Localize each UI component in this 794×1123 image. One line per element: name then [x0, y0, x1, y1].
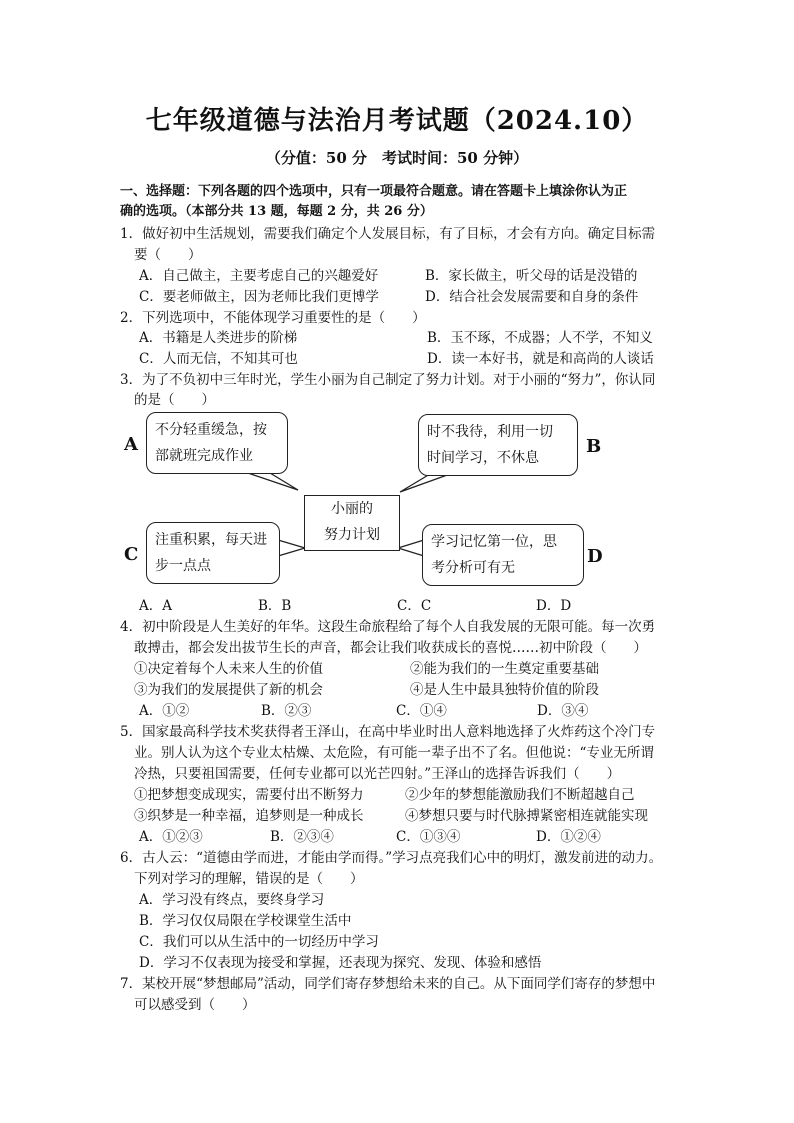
q5-stem-line1: 5．国家最高科学技术奖获得者王泽山，在高中毕业时出人意料地选择了火炸药这个冷门专: [120, 724, 656, 740]
label-b: B: [586, 436, 602, 457]
q5-option-d: D．①②④: [536, 829, 601, 845]
center-box-line1: 小丽的: [331, 501, 373, 517]
q4-stem-line2: 敢搏击，都会发出拔节生长的声音，都会让我们收获成长的喜悦……初中阶段（ ）: [134, 640, 647, 656]
q1-stem-line1: 1．做好初中生活规划，需要我们确定个人发展目标，有了目标，才会有方向。确定目标需: [120, 226, 656, 242]
q7-stem-line2: 可以感受到（ ）: [134, 997, 256, 1013]
center-box-line2: 努力计划: [324, 527, 380, 543]
bubble-a-tail: [248, 473, 298, 490]
q4-statement-2: ②能为我们的一生奠定重要基础: [410, 661, 599, 677]
center-box: [304, 495, 400, 551]
label-a: A: [124, 434, 138, 455]
q1-stem-line2: 要（ ）: [134, 247, 202, 263]
label-d: D: [587, 546, 603, 567]
q4-option-a: A．①②: [139, 703, 190, 719]
q6-option-b: B．学习仅仅局限在学校课堂生活中: [139, 913, 352, 929]
bubble-a-line2: 部就班完成作业: [155, 448, 253, 464]
q4-option-d: D．③④: [537, 703, 589, 719]
q1-option-b: B．家长做主，听父母的话是没错的: [425, 268, 638, 284]
q2-stem-line1: 2．下列选项中，不能体现学习重要性的是（ ）: [120, 310, 426, 326]
q3-option-d: D．D: [536, 598, 572, 614]
q6-option-c: C．我们可以从生活中的一切经历中学习: [139, 934, 379, 950]
q5-option-b: B．②③④: [270, 829, 334, 845]
q5-option-a: A．①②③: [139, 829, 203, 845]
q3-option-c: C．C: [397, 598, 432, 614]
q5-stem-line3: 冷热，只要祖国需要，任何专业都可以光芒四射。”王泽山的选择告诉我们（ ）: [134, 766, 621, 782]
section-intro-line1: 一、选择题：下列各题的四个选项中，只有一项最符合题意。请在答题卡上填涂你认为正: [120, 184, 628, 199]
q5-statement-3: ③织梦是一种幸福，追梦则是一种成长: [134, 808, 364, 824]
bubble-c-tail: [278, 540, 305, 556]
q3-option-b: B．B: [258, 598, 292, 614]
q6-option-a: A．学习没有终点，要终身学习: [139, 892, 325, 908]
bubble-a-line1: 不分轻重缓急，按: [155, 422, 267, 438]
q1-option-c: C．要老师做主，因为老师比我们更博学: [139, 289, 379, 305]
q5-option-c: C．①③④: [396, 829, 461, 845]
bubble-d-tail: [398, 540, 424, 556]
q7-stem-line1: 7．某校开展“梦想邮局”活动，同学们寄存梦想给未来的自己。从下面同学们寄存的梦想中: [120, 976, 656, 992]
q5-statement-4: ④梦想只要与时代脉搏紧密相连就能实现: [405, 808, 648, 824]
q2-option-a: A．书籍是人类进步的阶梯: [139, 330, 298, 346]
q4-statement-4: ④是人生中最具独特价值的阶段: [410, 682, 599, 698]
q2-option-b: B．玉不琢，不成器；人不学，不知义: [427, 330, 653, 346]
bubble-d: [422, 524, 584, 586]
q4-statement-3: ③为我们的发展提供了新的机会: [134, 682, 323, 698]
bubble-b: [418, 414, 578, 476]
q6-option-d: D．学习不仅表现为接受和掌握，还表现为探究、发现、体验和感悟: [139, 955, 542, 971]
q5-stem-line2: 业。别人认为这个专业太枯燥、太危险，有可能一辈子出不了名。但他说：“专业无所谓: [134, 745, 654, 761]
q6-stem-line1: 6．古人云：“道德由学而进，才能由学而得。”学习点亮我们心中的明灯，激发前进的动力。: [120, 850, 663, 866]
q4-statement-1: ①决定着每个人未来人生的价值: [134, 661, 323, 677]
bubble-c: [146, 522, 280, 584]
q1-option-d: D．结合社会发展需要和自身的条件: [425, 289, 639, 305]
q5-statement-2: ②少年的梦想能激励我们不断超越自己: [405, 787, 635, 803]
label-c: C: [124, 544, 139, 565]
q2-option-d: D．读一本好书，就是和高尚的人谈话: [427, 351, 654, 367]
bubble-d-line1: 学习记忆第一位，思: [431, 534, 557, 550]
bubble-d-line2: 考分析可有无: [431, 560, 515, 576]
bubble-a: [146, 412, 288, 474]
bubble-b-tail: [400, 474, 450, 492]
page-title: 七年级道德与法治月考试题（2024.10）: [145, 106, 649, 136]
q4-option-b: B．②③: [261, 703, 312, 719]
q4-stem-line1: 4．初中阶段是人生美好的年华。这段生命旅程给了每个人自我发展的无限可能。每一次勇: [120, 619, 656, 635]
bubble-b-line2: 时间学习，不休息: [427, 450, 539, 466]
page-subtitle: （分值：50 分 考试时间：50 分钟）: [265, 149, 529, 167]
q2-option-c: C．人而无信，不知其可也: [139, 351, 298, 367]
q3-option-a: A．A: [139, 598, 172, 614]
bubble-c-line1: 注重积累，每天进: [155, 532, 267, 548]
q6-stem-line2: 下列对学习的理解，错误的是（ ）: [134, 871, 364, 887]
bubble-c-line2: 步一点点: [155, 558, 211, 574]
q3-stem-line2: 的是（ ）: [134, 392, 215, 408]
section-intro-line2: 确的选项。（本部分共 13 题，每题 2 分，共 26 分）: [120, 204, 433, 219]
q4-option-c: C．①④: [396, 703, 447, 719]
bubble-b-line1: 时不我待，利用一切: [427, 424, 553, 440]
q3-stem-line1: 3．为了不负初中三年时光，学生小丽为自己制定了努力计划。对于小丽的“努力”，你认同: [120, 372, 656, 388]
q1-option-a: A．自己做主，主要考虑自己的兴趣爱好: [139, 268, 379, 284]
q5-statement-1: ①把梦想变成现实，需要付出不断努力: [134, 787, 364, 803]
